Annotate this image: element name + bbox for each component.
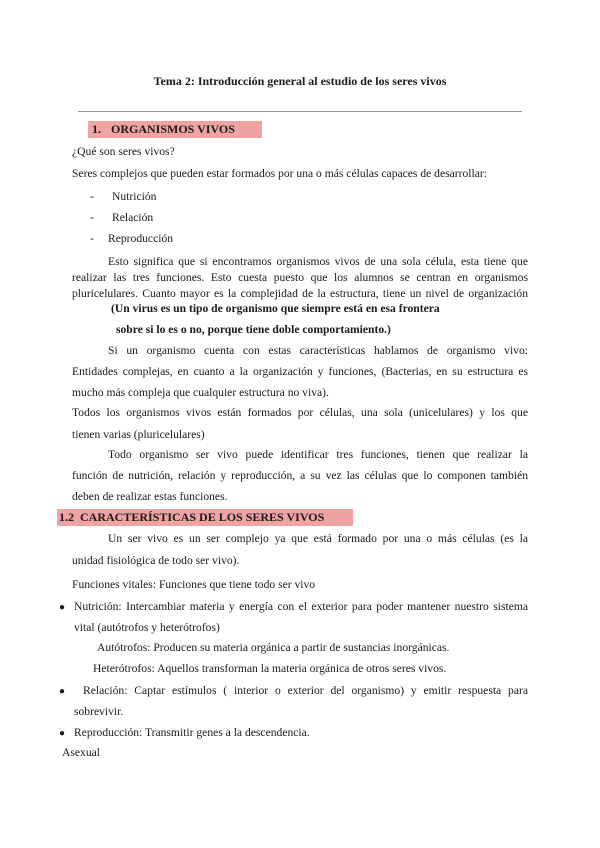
paragraph-line: pluricelulares. Cuanto mayor es la complejidad de la estructura, tiene un nivel de organización (72, 287, 528, 300)
section-number: 1.2 (59, 510, 74, 524)
section-title: ORGANISMOS VIVOS (111, 122, 235, 136)
bullet-icon: ● (59, 728, 66, 739)
paragraph-line: Todos los organismos vivos están formados por células, una sola (unicelulares) y los que (72, 406, 528, 419)
list-item: Nutrición (112, 190, 157, 203)
bullet-icon: ● (59, 686, 66, 697)
paragraph-line: realizar las tres funciones. Esto cuesta puesto que los alumnos se centran en organismos (72, 271, 528, 284)
list-marker: - (90, 232, 94, 245)
paragraph-line: tienen varias (pluricelulares) (72, 428, 205, 441)
paragraph-line: Un ser vivo es un ser complejo ya que está formado por una o más células (es la (108, 532, 528, 545)
bullet-icon: ● (59, 602, 66, 613)
paragraph-line: función de nutrición, relación y reproducción, a su vez las células que lo componen también (72, 469, 528, 482)
list-item: Reproducción (108, 232, 174, 245)
list-marker: - (90, 190, 94, 203)
definition-line: Seres complejos que pueden estar formados por una o más células capaces de desarrollar: (72, 167, 487, 180)
bullet-text-reproduccion: Reproducción: Transmitir genes a la descendencia. (74, 726, 310, 739)
section-title: CARACTERÍSTICAS DE LOS SERES VIVOS (80, 510, 325, 524)
bullet-text-nutricion: Nutrición: Intercambiar materia y energía con el exterior para poder mantener nuestro sistema (74, 600, 528, 613)
title-divider (78, 111, 522, 112)
paragraph-line: unidad fisiológica de todo ser vivo). (72, 554, 240, 567)
paragraph-line: mucho más compleja que cualquier estructura no viva). (72, 386, 329, 399)
functions-intro: Funciones vitales: Funciones que tiene todo ser vivo (72, 578, 316, 591)
paragraph-line: Entidades complejas, en cuanto a la organización y funciones, (Bacterias, en su estructura es (72, 365, 528, 378)
section-heading-caracteristicas (57, 509, 353, 526)
bullet-text-relacion: Relación: Captar estímulos ( interior o exterior del organismo) y emitir respuesta para (83, 684, 528, 697)
autotrofos-line: Autótrofos: Producen su materia orgánica a partir de sustancias inorgánicas. (97, 641, 450, 654)
heterotrofos-line: Heterótrofos: Aquellos transforman la materia orgánica de otros seres vivos. (93, 662, 447, 675)
document-title: Tema 2: Introducción general al estudio de los seres vivos (153, 74, 447, 88)
note-line: sobre si lo es o no, porque tiene doble comportamiento.) (116, 323, 391, 336)
bullet-text-nutricion-cont: vital (autótrofos y heterótrofos) (74, 621, 220, 634)
list-marker: - (90, 211, 94, 224)
section-heading-organismos-vivos (88, 121, 262, 138)
bullet-text-relacion-cont: sobrevivir. (74, 705, 124, 718)
asexual-label: Asexual (62, 746, 100, 759)
paragraph-line: deben de realizar estas funciones. (72, 490, 228, 503)
question-line: ¿Qué son seres vivos? (72, 145, 175, 158)
paragraph-line: Esto significa que si encontramos organismos vivos de una sola célula, esta tiene que (108, 255, 528, 268)
list-item: Relación (112, 211, 154, 224)
note-line: (Un virus es un tipo de organismo que siempre está en esa frontera (111, 302, 440, 315)
paragraph-line: Si un organismo cuenta con estas características hablamos de organismo vivo: (108, 344, 528, 357)
section-number: 1. (92, 122, 101, 136)
paragraph-line: Todo organismo ser vivo puede identificar tres funciones, tienen que realizar la (108, 448, 528, 461)
